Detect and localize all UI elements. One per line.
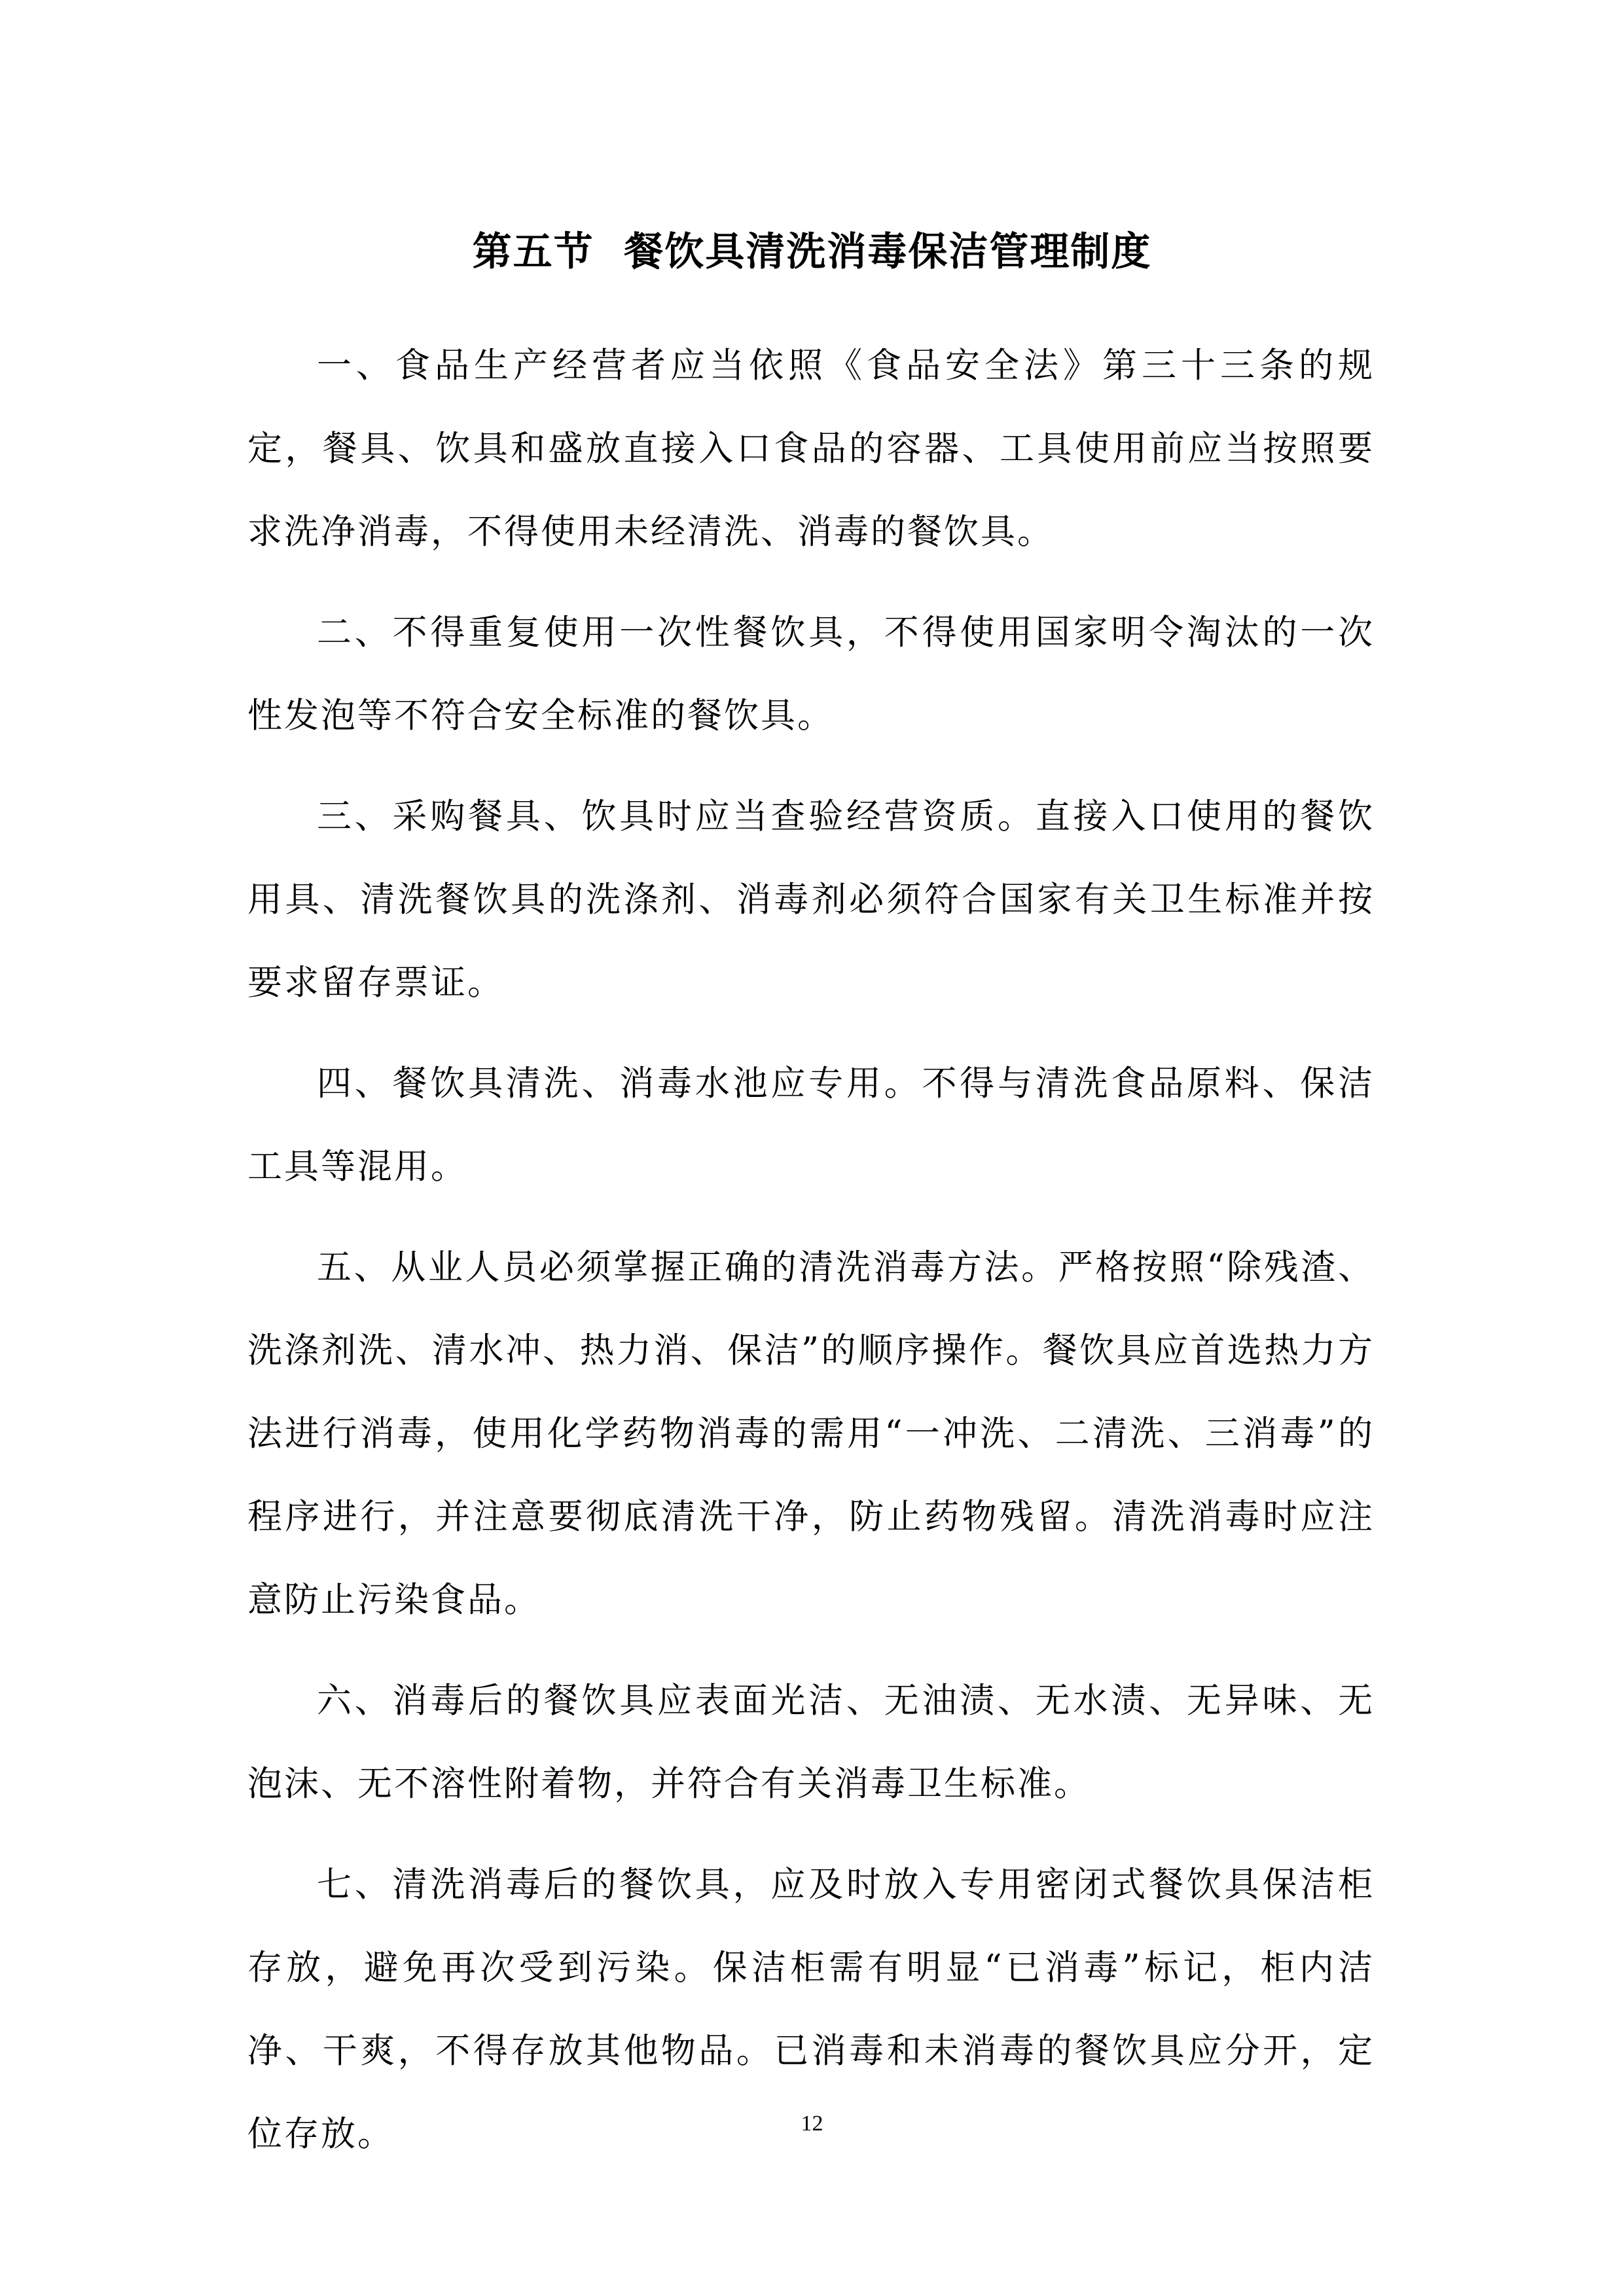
page-number: 12 xyxy=(801,2111,823,2136)
paragraph-7: 七、清洗消毒后的餐饮具，应及时放入专用密闭式餐饮具保洁柜存放，避免再次受到污染。保洁柜需有明显“已消毒”标记，柜内洁净、干爽，不得存放其他物品。已消毒和未消毒的餐饮具应分开，定位存放。 xyxy=(247,1865,1375,2154)
paragraph-4: 四、餐饮具清洗、消毒水池应专用。不得与清洗食品原料、保洁工具等混用。 xyxy=(247,1064,1375,1187)
paragraph-5: 五、从业人员必须掌握正确的清洗消毒方法。严格按照“除残渣、洗涤剂洗、清水冲、热力消、保洁”的顺序操作。餐饮具应首选热力方法进行消毒，使用化学药物消毒的需用“一冲洗、二清洗、三消毒”的程序进行，并注意要彻底清洗干净，防止药物残留。清洗消毒时应注意防止污染食品。 xyxy=(247,1247,1375,1620)
section-title: 第五节 餐饮具清洗消毒保洁管理制度 xyxy=(472,229,1152,275)
document-body xyxy=(247,324,1375,2193)
paragraph-2: 二、不得重复使用一次性餐饮具，不得使用国家明令淘汰的一次性发泡等不符合安全标准的餐饮具。 xyxy=(247,613,1375,736)
paragraph-1: 一、食品生产经营者应当依照《食品安全法》第三十三条的规定，餐具、饮具和盛放直接入口食品的容器、工具使用前应当按照要求洗净消毒，不得使用未经清洗、消毒的餐饮具。 xyxy=(247,346,1375,552)
paragraph-3: 三、采购餐具、饮具时应当查验经营资质。直接入口使用的餐饮用具、清洗餐饮具的洗涤剂、消毒剂必须符合国家有关卫生标准并按要求留存票证。 xyxy=(247,797,1375,1003)
paragraph-6: 六、消毒后的餐饮具应表面光洁、无油渍、无水渍、无异味、无泡沫、无不溶性附着物，并符合有关消毒卫生标准。 xyxy=(247,1681,1375,1804)
